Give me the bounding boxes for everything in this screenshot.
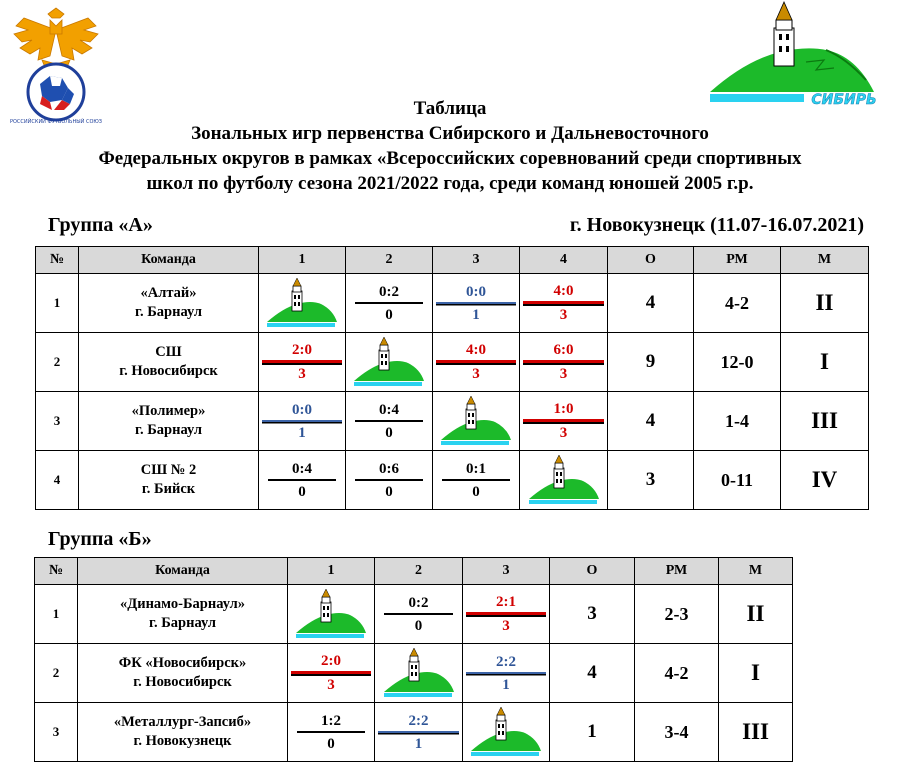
goal-difference: 3-4	[635, 703, 719, 762]
team-city: г. Новокузнецк	[133, 733, 232, 749]
total-points: 3	[550, 585, 635, 644]
match-result-cell	[288, 644, 375, 703]
score-divider	[355, 302, 424, 304]
match-score: 0:4	[379, 401, 399, 418]
match-points: 0	[327, 735, 335, 752]
team-cell	[79, 274, 259, 333]
header-cell: 3	[433, 247, 520, 274]
sibir-mini-logo-icon	[469, 707, 543, 757]
team-name: «Полимер»	[131, 403, 206, 419]
goal-difference: 0-11	[694, 451, 781, 510]
goal-difference: 12-0	[694, 333, 781, 392]
team-row	[36, 451, 869, 510]
team-cell	[78, 644, 288, 703]
match-score: 1:2	[321, 712, 341, 729]
group-a-table	[35, 246, 869, 510]
match-score: 6:0	[553, 342, 574, 358]
title-line-1: Таблица	[413, 98, 487, 119]
team-cell	[78, 703, 288, 762]
team-city: г. Новосибирск	[133, 674, 232, 690]
team-name: СШ	[155, 344, 182, 360]
match-points: 3	[327, 677, 335, 693]
row-number: 2	[36, 333, 79, 392]
final-place: IV	[781, 451, 869, 510]
match-score: 0:0	[292, 401, 312, 418]
row-number: 1	[36, 274, 79, 333]
sibir-mini-logo-icon	[265, 278, 339, 328]
match-result-cell	[375, 703, 463, 762]
match-points: 0	[385, 424, 393, 441]
match-score: 2:0	[321, 653, 341, 669]
match-points: 3	[559, 366, 568, 382]
row-number: 3	[35, 703, 78, 762]
score-divider	[436, 302, 515, 304]
match-score: 4:0	[466, 342, 486, 358]
score-divider	[523, 419, 603, 422]
self-match-cell	[346, 333, 433, 392]
score-divider	[523, 360, 603, 363]
emblem-text: РОССИЙСКИЙ ФУТБОЛЬНЫЙ СОЮЗ	[10, 119, 102, 125]
team-row	[35, 585, 793, 644]
sibir-mini-logo-icon	[382, 648, 456, 698]
score-divider	[262, 360, 341, 363]
match-points: 1	[502, 676, 510, 693]
header-cell: РМ	[694, 247, 781, 274]
document-title	[0, 96, 900, 196]
match-result-cell	[346, 274, 433, 333]
team-row	[35, 644, 793, 703]
match-result-cell	[520, 333, 608, 392]
match-score: 1:0	[553, 401, 574, 417]
team-city: г. Барнаул	[135, 304, 202, 320]
self-match-cell	[463, 703, 550, 762]
header-cell: О	[608, 247, 694, 274]
match-result-cell	[346, 392, 433, 451]
match-score: 0:6	[379, 460, 399, 477]
match-points: 1	[472, 306, 480, 323]
title-line-2: Зональных игр первенства Сибирского и Дальневосточного	[191, 123, 709, 144]
score-divider	[523, 301, 603, 304]
score-divider	[262, 420, 341, 422]
team-cell	[78, 585, 288, 644]
team-name: «Динамо-Барнаул»	[120, 596, 245, 612]
title-line-3: Федеральных округов в рамках «Всероссийских соревнований среди спортивных	[98, 148, 802, 169]
score-divider	[291, 671, 370, 674]
match-score: 2:1	[496, 594, 516, 610]
match-score: 0:0	[466, 283, 486, 300]
row-number: 3	[36, 392, 79, 451]
match-score: 0:1	[466, 460, 486, 477]
match-result-cell	[346, 451, 433, 510]
final-place: I	[781, 333, 869, 392]
match-result-cell	[463, 585, 550, 644]
header-cell: 3	[463, 558, 550, 585]
total-points: 3	[608, 451, 694, 510]
header-cell: №	[36, 247, 79, 274]
self-match-cell	[520, 451, 608, 510]
score-divider	[466, 612, 545, 615]
score-divider	[355, 479, 424, 481]
header-cell: М	[719, 558, 793, 585]
team-city: г. Новосибирск	[119, 363, 218, 379]
header-cell: РМ	[635, 558, 719, 585]
header-cell: Команда	[79, 247, 259, 274]
sibir-mini-logo-icon	[527, 455, 601, 505]
self-match-cell	[288, 585, 375, 644]
team-name: ФК «Новосибирск»	[118, 655, 247, 671]
team-city: г. Бийск	[141, 481, 196, 497]
team-name: СШ № 2	[140, 462, 197, 478]
match-result-cell	[520, 392, 608, 451]
final-place: II	[781, 274, 869, 333]
group-a-location: г. Новокузнецк (11.07-16.07.2021)	[569, 214, 864, 236]
title-line-4: школ по футболу сезона 2021/2022 года, среди команд юношей 2005 г.р.	[146, 173, 754, 194]
sibir-mini-logo-icon	[439, 396, 513, 446]
group-b-table	[34, 557, 793, 762]
score-divider	[466, 672, 545, 674]
score-divider	[436, 360, 515, 363]
match-points: 3	[472, 366, 480, 382]
total-points: 4	[608, 274, 694, 333]
goal-difference: 4-2	[635, 644, 719, 703]
match-points: 0	[385, 483, 393, 500]
team-row	[36, 274, 869, 333]
match-score: 2:2	[496, 653, 516, 670]
match-result-cell	[259, 333, 346, 392]
team-city: г. Барнаул	[149, 615, 216, 631]
self-match-cell	[259, 274, 346, 333]
match-points: 1	[298, 424, 306, 441]
match-score: 2:0	[292, 342, 312, 358]
match-score: 2:2	[408, 712, 429, 729]
team-cell	[79, 451, 259, 510]
header-cell: О	[550, 558, 635, 585]
match-score: 0:2	[408, 594, 429, 611]
total-points: 9	[608, 333, 694, 392]
team-row	[35, 703, 793, 762]
match-result-cell	[375, 585, 463, 644]
header-cell: Команда	[78, 558, 288, 585]
row-number: 1	[35, 585, 78, 644]
match-points: 3	[502, 618, 510, 634]
goal-difference: 4-2	[694, 274, 781, 333]
score-divider	[355, 420, 424, 422]
match-points: 3	[298, 366, 306, 382]
group-b-header-row	[35, 558, 793, 585]
final-place: I	[719, 644, 793, 703]
header-cell: 4	[520, 247, 608, 274]
match-score: 0:2	[379, 283, 399, 300]
group-a-label: Группа «А»	[48, 214, 153, 236]
team-city: г. Барнаул	[135, 422, 202, 438]
match-points: 0	[298, 483, 306, 500]
match-result-cell	[520, 274, 608, 333]
team-cell	[79, 392, 259, 451]
final-place: III	[781, 392, 869, 451]
group-b-label: Группа «Б»	[48, 528, 152, 550]
match-result-cell	[259, 392, 346, 451]
group-a-header-row	[36, 247, 869, 274]
score-divider	[268, 479, 337, 481]
goal-difference: 1-4	[694, 392, 781, 451]
team-name: «Металлург-Запсиб»	[113, 714, 252, 730]
match-result-cell	[433, 274, 520, 333]
self-match-cell	[375, 644, 463, 703]
score-divider	[378, 731, 458, 733]
score-divider	[442, 479, 511, 481]
final-place: II	[719, 585, 793, 644]
score-divider	[384, 613, 454, 615]
match-score: 0:4	[292, 460, 312, 477]
match-points: 3	[559, 425, 568, 441]
total-points: 1	[550, 703, 635, 762]
match-result-cell	[433, 451, 520, 510]
team-cell	[79, 333, 259, 392]
team-name: «Алтай»	[140, 285, 197, 301]
match-result-cell	[463, 644, 550, 703]
goal-difference: 2-3	[635, 585, 719, 644]
self-match-cell	[433, 392, 520, 451]
match-points: 1	[414, 735, 423, 752]
header-cell: 1	[288, 558, 375, 585]
header-cell: 2	[346, 247, 433, 274]
team-row	[36, 392, 869, 451]
header-cell: 2	[375, 558, 463, 585]
match-points: 0	[472, 483, 480, 500]
score-divider	[297, 731, 366, 733]
match-result-cell	[259, 451, 346, 510]
sibir-logo-word: СИБИРЬ	[811, 92, 877, 108]
total-points: 4	[550, 644, 635, 703]
row-number: 2	[35, 644, 78, 703]
total-points: 4	[608, 392, 694, 451]
sibir-mini-logo-icon	[294, 589, 368, 639]
match-points: 3	[559, 307, 568, 323]
sibir-mini-logo-icon	[352, 337, 426, 387]
match-result-cell	[288, 703, 375, 762]
match-score: 4:0	[553, 283, 574, 299]
final-place: III	[719, 703, 793, 762]
row-number: 4	[36, 451, 79, 510]
team-row	[36, 333, 869, 392]
match-result-cell	[433, 333, 520, 392]
match-points: 0	[385, 306, 393, 323]
header-cell: №	[35, 558, 78, 585]
header-cell: М	[781, 247, 869, 274]
match-points: 0	[414, 617, 423, 634]
header-cell: 1	[259, 247, 346, 274]
